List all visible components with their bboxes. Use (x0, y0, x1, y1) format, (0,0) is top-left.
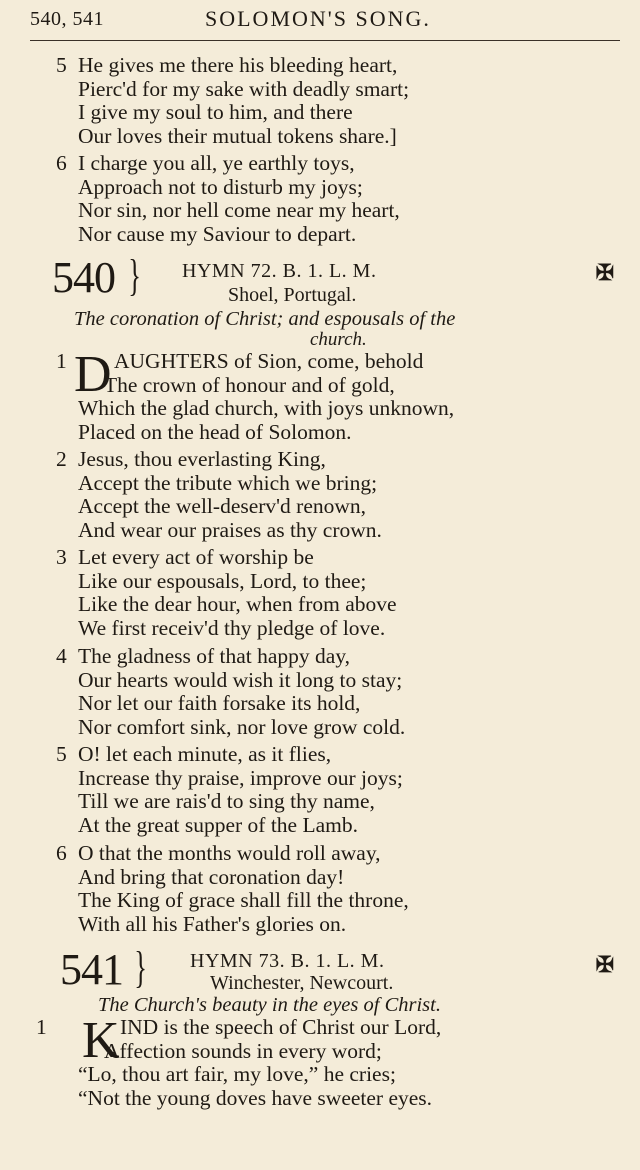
verse-number: 6 (56, 151, 67, 175)
verse-line: I give my soul to him, and there (78, 100, 353, 124)
verse-line: Let every act of worship be (78, 545, 314, 569)
verse-line: Placed on the head of Solomon. (78, 419, 352, 444)
verse-line: And bring that coronation day! (78, 864, 345, 889)
hymn-540-verse-3 (56, 546, 397, 640)
hymn-subject: The Church's beauty in the eyes of Christ. (98, 994, 441, 1016)
tune-names: Shoel, Portugal. (228, 284, 357, 306)
brace-icon: } (128, 251, 141, 300)
verse-number: 3 (56, 545, 67, 569)
verse-line: “Not the young doves have sweeter eyes. (78, 1085, 433, 1110)
drop-cap: K (82, 1012, 120, 1069)
verse-number: 1 (56, 349, 67, 373)
verse-line: IND is the speech of Christ our Lord, (120, 1015, 442, 1039)
hymn-540-header (52, 251, 622, 350)
verse-line: Pierc'd for my sake with deadly smart; (78, 76, 410, 101)
hymn-541-header (52, 943, 622, 1016)
verse-line: We first receiv'd thy pledge of love. (78, 615, 386, 640)
hymn-540-verse-2 (56, 448, 382, 542)
cross-mark-icon: ✠ (595, 952, 614, 977)
verse-number: 1 (36, 1015, 47, 1039)
verse-line: Our loves their mutual tokens share.] (78, 123, 397, 148)
verse-line: Like the dear hour, when from above (78, 592, 397, 616)
verse-line: Like our espousals, Lord, to thee; (78, 568, 367, 593)
verse-line: Increase thy praise, improve our joys; (78, 765, 403, 790)
verse-number: 2 (56, 447, 67, 471)
verse-continued-5 (56, 54, 409, 148)
verse-line: Till we are rais'd to sing thy name, (78, 789, 375, 813)
verse-line: Accept the well-deserv'd renown, (78, 494, 367, 518)
verse-line: Our hearts would wish it long to stay; (78, 667, 403, 692)
hymn-541-verse-1 (36, 1012, 442, 1110)
cross-mark-icon: ✠ (595, 260, 614, 285)
verse-line: At the great supper of the Lamb. (78, 812, 359, 837)
verse-line: “Lo, thou art fair, my love,” he cries; (78, 1062, 396, 1086)
hymn-number: 541 (60, 945, 123, 994)
verse-number: 5 (56, 53, 67, 77)
hymn-subject: The coronation of Christ; and espousals of the (74, 308, 456, 330)
hymn-heading: HYMN 73. B. 1. L. M. (190, 950, 385, 972)
verse-number: 5 (56, 742, 67, 766)
verse-line: Jesus, thou everlasting King, (78, 447, 326, 471)
tune-names: Winchester, Newcourt. (210, 972, 394, 994)
verse-number: 4 (56, 644, 67, 668)
verse-line: O! let each minute, as it flies, (78, 742, 332, 766)
verse-line: Nor sin, nor hell come near my heart, (78, 198, 400, 222)
verse-line: I charge you all, ye earthly toys, (78, 151, 355, 175)
header-rule (30, 40, 620, 41)
brace-icon: } (134, 943, 147, 992)
verse-line: Nor cause my Saviour to depart. (78, 221, 357, 246)
verse-line: AUGHTERS of Sion, come, behold (114, 349, 424, 373)
hymn-540-verse-5 (56, 743, 403, 837)
verse-line: He gives me there his bleeding heart, (78, 53, 398, 77)
verse-line: With all his Father's glories on. (78, 911, 347, 936)
page-header (30, 4, 620, 36)
hymn-540-verse-4 (56, 645, 405, 739)
verse-line: Accept the tribute which we bring; (78, 470, 378, 495)
verse-line: The gladness of that happy day, (78, 644, 351, 668)
verse-line: Affection sounds in every word; (104, 1038, 382, 1063)
running-title: SOLOMON'S SONG. (205, 6, 431, 31)
verse-line: O that the months would roll away, (78, 841, 381, 865)
verse-line: And wear our praises as thy crown. (78, 517, 382, 542)
page-numbers: 540, 541 (30, 8, 104, 30)
verse-line: Approach not to disturb my joys; (78, 174, 363, 199)
verse-line: Nor let our faith forsake its hold, (78, 691, 361, 715)
hymn-heading: HYMN 72. B. 1. L. M. (182, 260, 377, 282)
hymn-number: 540 (52, 253, 115, 302)
drop-cap: D (74, 346, 112, 403)
verse-line: Nor comfort sink, nor love grow cold. (78, 714, 406, 739)
verse-line: The King of grace shall fill the throne, (78, 888, 409, 912)
verse-line: Which the glad church, with joys unknown, (78, 396, 455, 420)
hymn-540-verse-1 (56, 346, 455, 444)
verse-continued-6 (56, 152, 400, 246)
hymn-subject-cont: church. (310, 329, 367, 350)
hymn-540-verse-6 (56, 842, 409, 936)
verse-number: 6 (56, 841, 67, 865)
verse-line: The crown of honour and of gold, (104, 372, 395, 397)
